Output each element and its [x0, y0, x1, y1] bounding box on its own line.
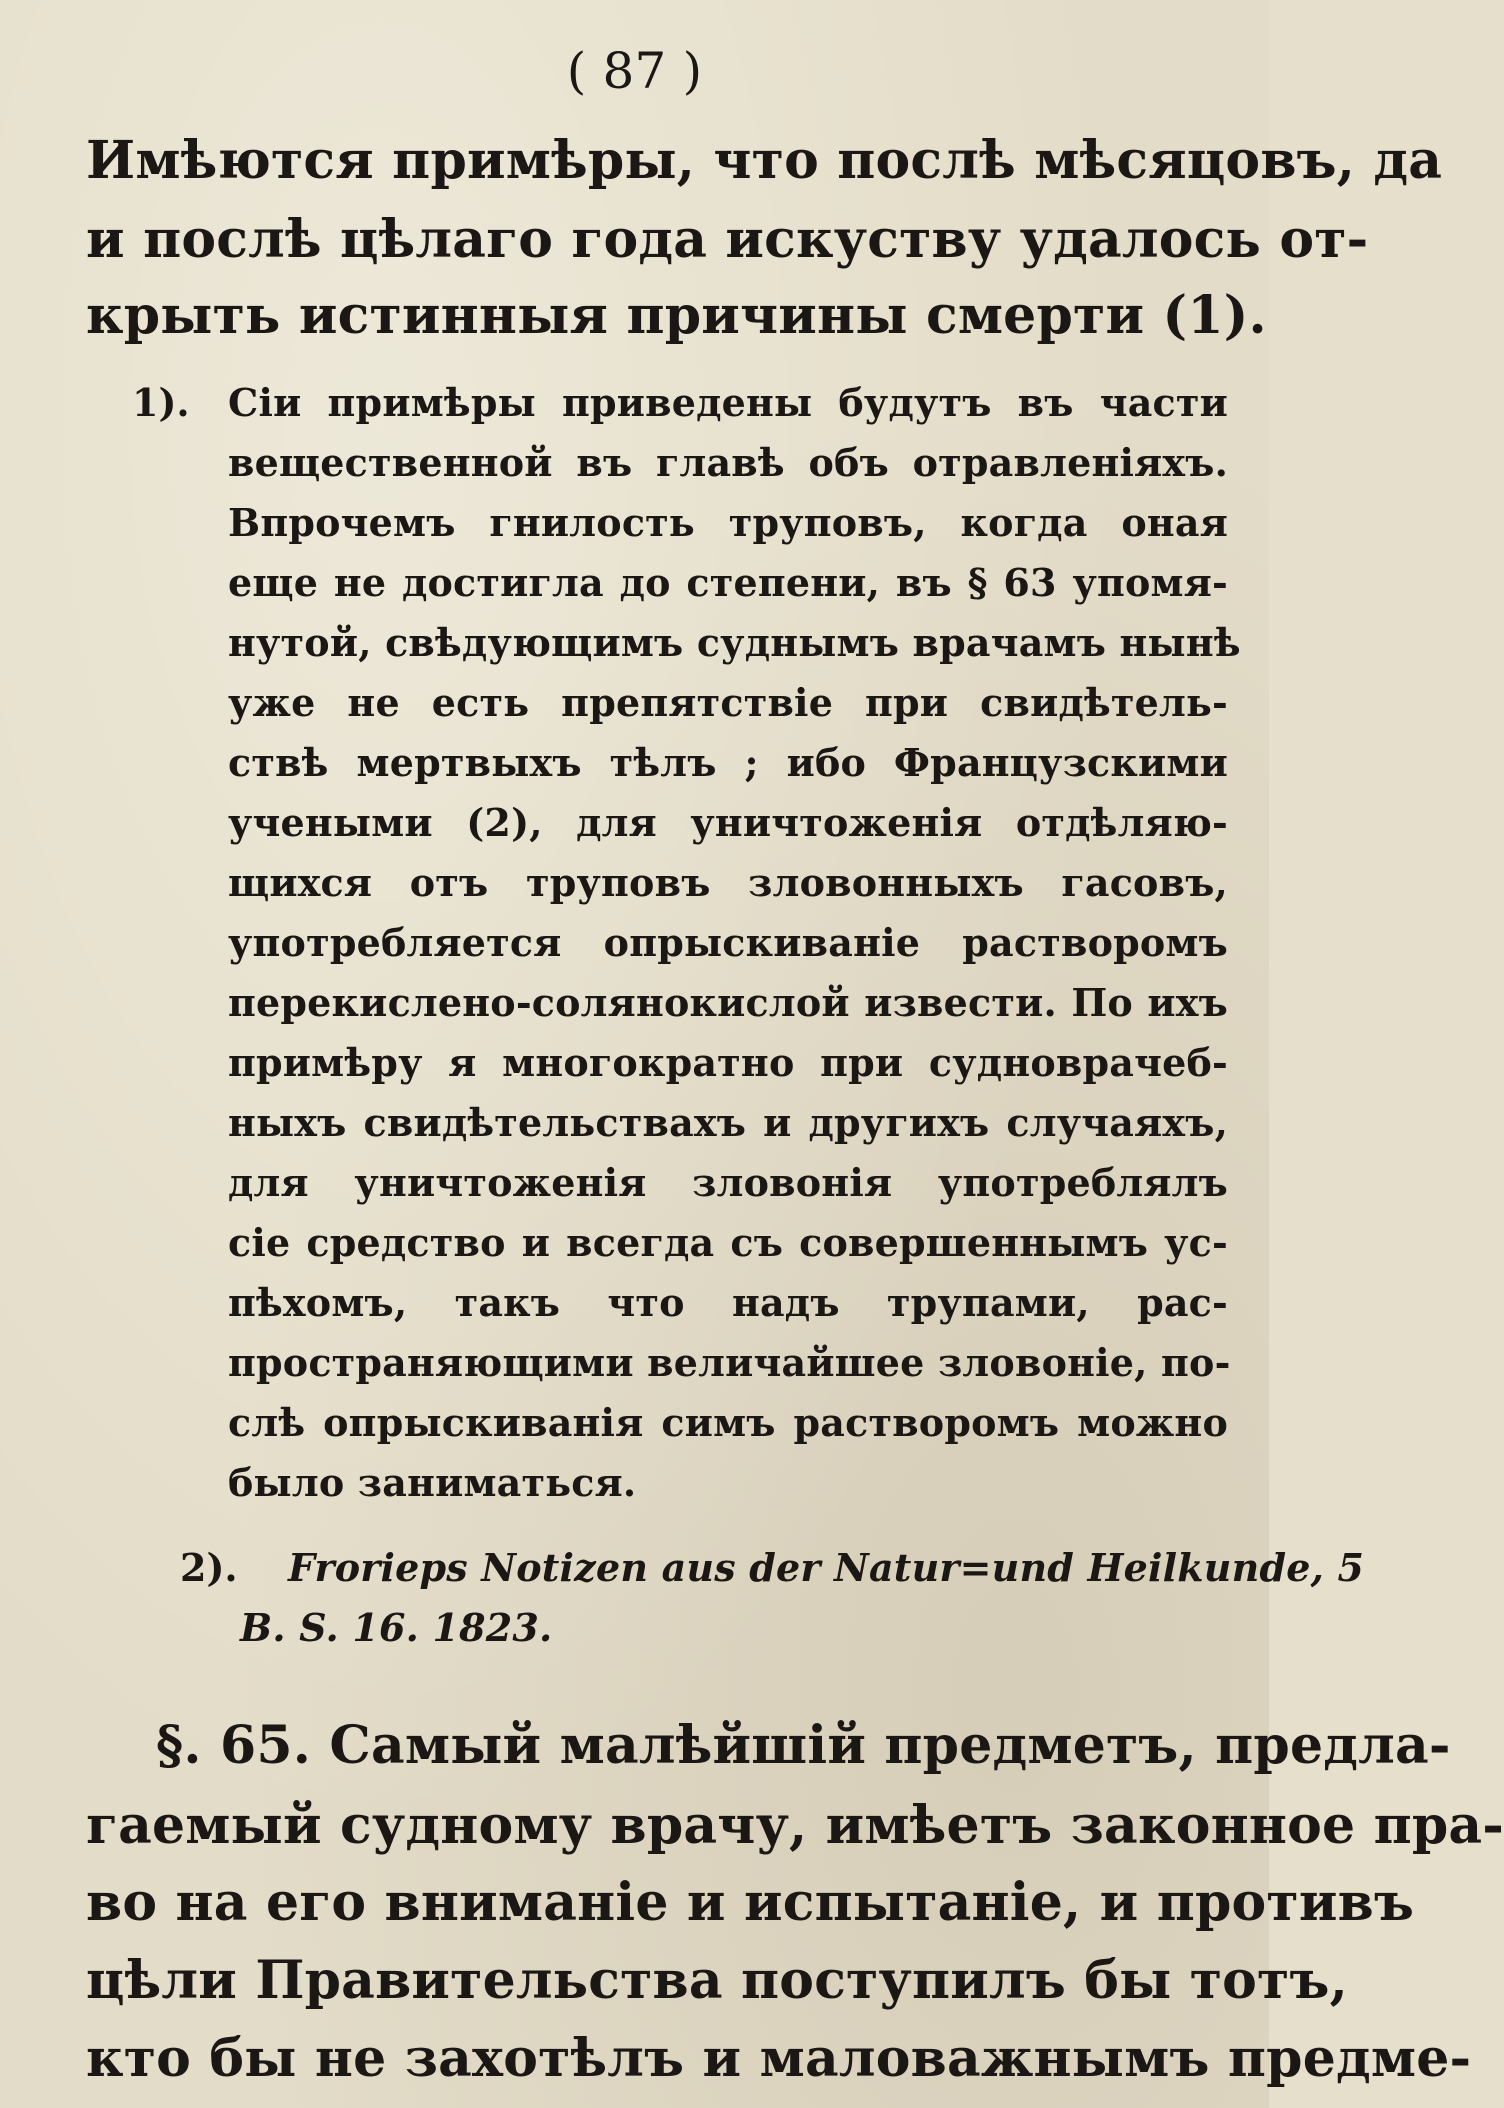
- footnote-line: нутой, свѣдующимъ суднымъ врачамъ нынѣ: [228, 620, 1241, 665]
- footnote-line: примѣру я многократно при судноврачеб-: [228, 1040, 1228, 1085]
- footnote-line: щихся отъ труповъ зловонныхъ гасовъ,: [228, 860, 1228, 905]
- text-line: и послѣ цѣлаго года искуству удалось от-: [86, 209, 1369, 270]
- text-line: крыть истинныя причины смерти (1).: [86, 285, 1267, 346]
- footnote-line: Сіи примѣры приведены будутъ въ части: [228, 380, 1228, 425]
- footnote-line: слѣ опрыскиванія симъ растворомъ можно: [228, 1400, 1228, 1445]
- footnote-line: для уничтоженія зловонія употреблялъ: [228, 1160, 1228, 1205]
- text-line: Имѣются примѣры, что послѣ мѣсяцовъ, да: [86, 130, 1443, 191]
- footnote-line: вещественной въ главѣ объ отравленіяхъ.: [228, 440, 1228, 485]
- footnote-line: пѣхомъ, такъ что надъ трупами, рас-: [228, 1280, 1228, 1325]
- footnote-line: еще не достигла до степени, въ § 63 упомя-: [228, 560, 1228, 605]
- footnote-line: ствѣ мертвыхъ тѣлъ ; ибо Французскими: [228, 740, 1228, 785]
- text-line: §. 65. Самый малѣйшій предметъ, предла-: [156, 1715, 1451, 1776]
- footnote-line: перекислено-солянокислой извести. По ихъ: [228, 980, 1228, 1025]
- footnote-line: Впрочемъ гнилость труповъ, когда оная: [228, 500, 1228, 545]
- footnote-line: пространяющими величайшее зловоніе, по-: [228, 1340, 1231, 1385]
- footnote-marker: 2).: [180, 1545, 238, 1590]
- footnote-line: Frorieps Notizen aus der Natur=und Heilkunde, 5: [288, 1545, 1365, 1590]
- footnote-line: ныхъ свидѣтельствахъ и другихъ случаяхъ,: [228, 1100, 1228, 1145]
- footnote-line: уже не есть препятствіе при свидѣтель-: [228, 680, 1228, 725]
- text-line: во на его вниманіе и испытаніе, и противъ: [86, 1872, 1415, 1933]
- footnote-line: сіе средство и всегда съ совершеннымъ ус-: [228, 1220, 1228, 1265]
- text-line: гаемый судному врачу, имѣетъ законное пра-: [86, 1795, 1504, 1856]
- footnote-line: B. S. 16. 1823.: [240, 1605, 553, 1650]
- footnote-line: было заниматься.: [228, 1460, 637, 1505]
- text-line: цѣли Правительства поступилъ бы тотъ,: [86, 1950, 1348, 2011]
- footnote-line: употребляется опрыскиваніе растворомъ: [228, 920, 1228, 965]
- text-line: кто бы не захотѣлъ и маловажнымъ предме-: [86, 2028, 1472, 2089]
- footnote-line: учеными (2), для уничтоженія отдѣляю-: [228, 800, 1228, 845]
- page-number: ( 87 ): [566, 42, 703, 100]
- footnote-marker: 1).: [132, 380, 190, 425]
